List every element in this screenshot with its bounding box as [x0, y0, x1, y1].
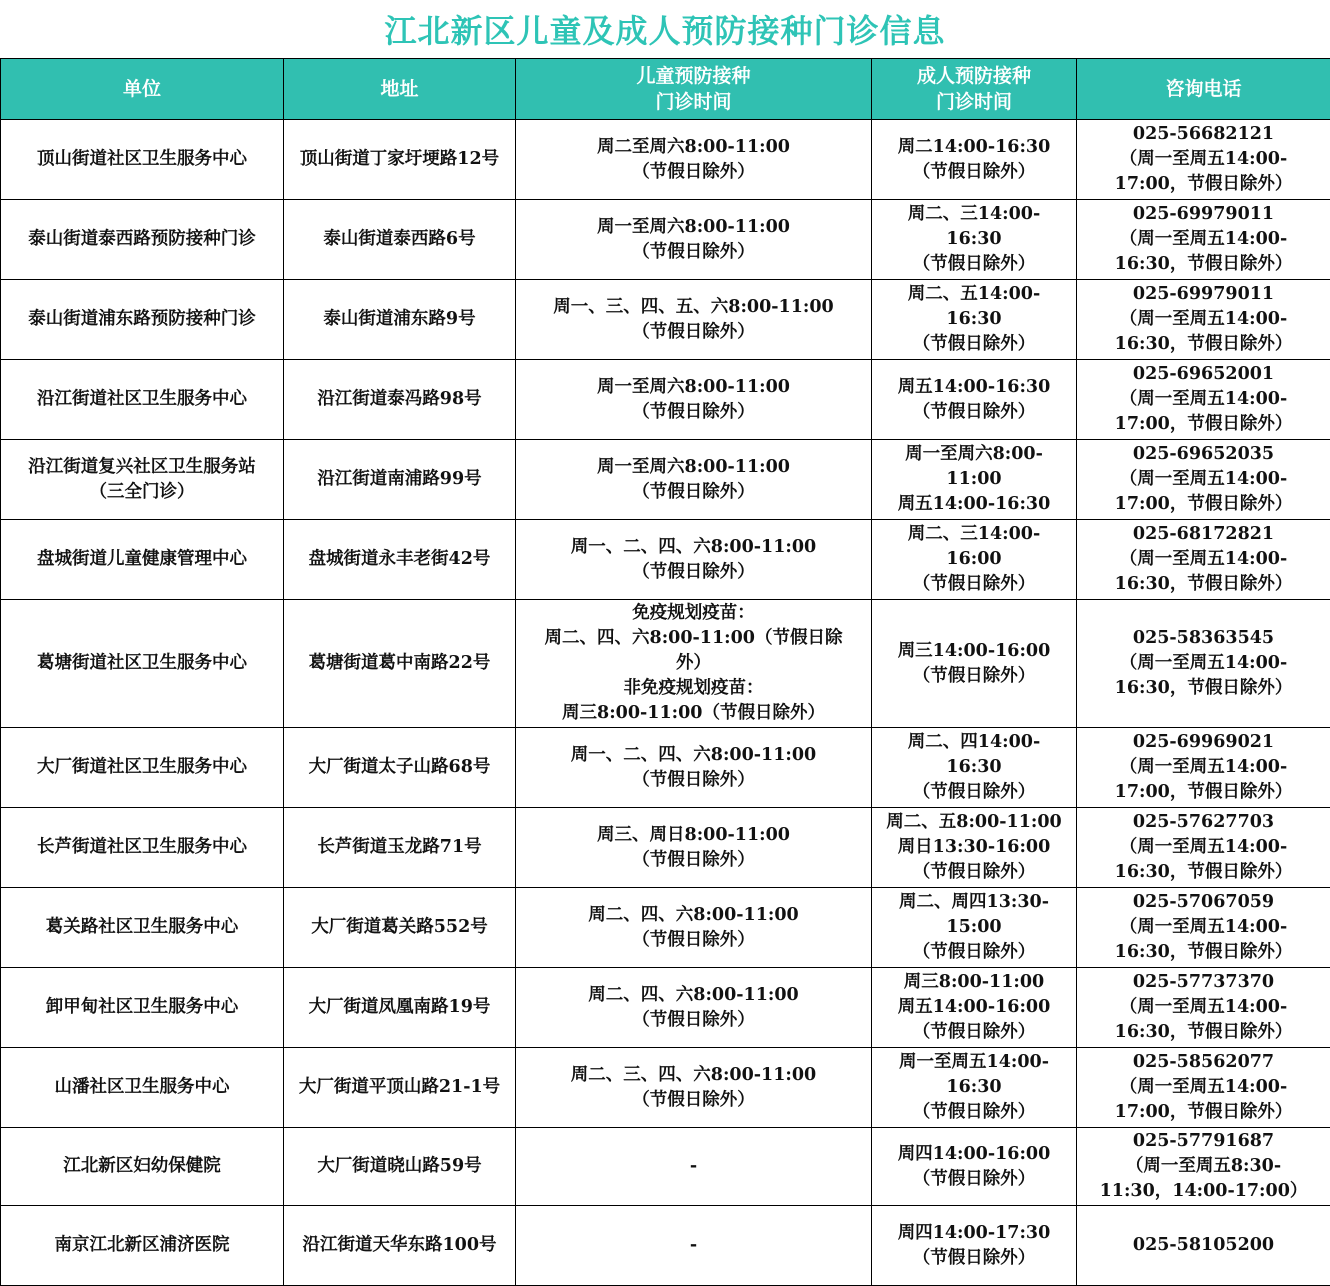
unit-text-line: 泰山街道浦东路预防接种门诊 [28, 309, 256, 329]
cell-address [284, 120, 516, 200]
table-row [1, 1206, 1330, 1286]
adult-text-line: 周二、三14:00- [907, 204, 1041, 224]
cell-unit [1, 728, 284, 808]
cell-child [516, 520, 872, 600]
cell-adult [872, 520, 1077, 600]
child-text-line: 周二、三、四、六8:00-11:00 [570, 1064, 817, 1085]
cell-phone [1077, 200, 1330, 280]
address-text-line: 沿江街道天华东路100号 [302, 1235, 497, 1255]
header-child-line-1: 儿童预防接种 [636, 65, 751, 87]
phone-text-line: 16:30，节假日除外） [1114, 942, 1293, 962]
phone-text-line: （周一至周五14:00- [1119, 653, 1288, 673]
phone-text-line: 16:30，节假日除外） [1114, 254, 1293, 274]
cell-adult [872, 280, 1077, 360]
cell-unit [1, 200, 284, 280]
cell-adult [872, 360, 1077, 440]
adult-text-line: 周三14:00-16:00 [897, 640, 1051, 661]
cell-child [516, 968, 872, 1048]
cell-adult [872, 808, 1077, 888]
phone-text-line: 16:30，节假日除外） [1114, 678, 1293, 698]
cell-phone [1077, 520, 1330, 600]
adult-text-line: （节假日除外） [912, 782, 1036, 802]
adult-text-line: 16:30 [946, 229, 1002, 249]
phone-text-line: 16:30，节假日除外） [1114, 1022, 1293, 1042]
phone-text-line: 025-58562077 [1132, 1052, 1275, 1072]
adult-text-line: （节假日除外） [912, 665, 1036, 686]
phone-text-line: 025-57627703 [1132, 812, 1275, 832]
cell-address [284, 520, 516, 600]
adult-text-line: 周五14:00-16:30 [897, 376, 1051, 397]
address-text-line: 顶山街道丁家圩埂路12号 [299, 149, 500, 169]
header-adult-line-1: 成人预防接种 [916, 65, 1031, 87]
cell-adult [872, 1128, 1077, 1206]
table-row [1, 440, 1330, 520]
child-text-line: 外） [676, 653, 711, 673]
cell-adult [872, 120, 1077, 200]
phone-text-line: 17:00，节假日除外） [1114, 1102, 1293, 1122]
cell-child [516, 280, 872, 360]
table-row [1, 888, 1330, 968]
cell-unit [1, 600, 284, 728]
child-text-line: （节假日除外） [632, 481, 755, 502]
unit-text-line: 卸甲甸社区卫生服务中心 [45, 997, 239, 1017]
cell-phone [1077, 440, 1330, 520]
cell-phone [1077, 600, 1330, 728]
cell-child [516, 728, 872, 808]
adult-text-line: 周日13:30-16:00 [897, 837, 1051, 857]
cell-phone [1077, 728, 1330, 808]
cell-child [516, 600, 872, 728]
cell-adult [872, 440, 1077, 520]
adult-text-line: （节假日除外） [912, 161, 1036, 182]
child-text-line: 免疫规划疫苗： [632, 603, 755, 623]
cell-unit [1, 1128, 284, 1206]
address-text-line: 长芦街道玉龙路71号 [317, 837, 482, 857]
address-text-line: 大厂街道平顶山路21-1号 [298, 1077, 501, 1097]
adult-text-line: （节假日除外） [912, 862, 1036, 882]
phone-text-line: （周一至周五14:00- [1119, 389, 1288, 409]
cell-address [284, 888, 516, 968]
cell-address [284, 728, 516, 808]
adult-text-line: （节假日除外） [912, 1247, 1036, 1268]
phone-text-line: （周一至周五14:00- [1119, 229, 1288, 249]
child-text-line: 周二、四、六8:00-11:00 [588, 984, 799, 1005]
table-row [1, 520, 1330, 600]
cell-phone [1077, 280, 1330, 360]
cell-child [516, 1128, 872, 1206]
header-unit-label: 单位 [122, 78, 161, 100]
cell-address [284, 440, 516, 520]
cell-address [284, 808, 516, 888]
child-text-line: 周二、四、六8:00-11:00 [588, 904, 799, 925]
child-text-line: 周一、二、四、六8:00-11:00 [570, 536, 817, 557]
unit-text-line: （三全门诊） [89, 481, 195, 502]
adult-text-line: 周五14:00-16:00 [897, 997, 1051, 1017]
unit-text-line: 沿江街道复兴社区卫生服务站 [28, 456, 256, 477]
table-row [1, 280, 1330, 360]
address-text-line: 大厂街道太子山路68号 [308, 757, 491, 777]
adult-text-line: 周四14:00-17:30 [897, 1222, 1051, 1243]
child-text-line: 周三8:00-11:00（节假日除外） [562, 703, 825, 723]
phone-text-line: （周一至周五14:00- [1119, 757, 1288, 777]
adult-text-line: 周一至周六8:00- [905, 444, 1043, 464]
cell-adult [872, 200, 1077, 280]
cell-unit [1, 280, 284, 360]
table-row [1, 360, 1330, 440]
cell-child [516, 1048, 872, 1128]
child-text-line: 周二至周六8:00-11:00 [597, 136, 790, 157]
cell-unit [1, 440, 284, 520]
header-child-line-2: 门诊时间 [655, 91, 732, 113]
child-text-line: 周一至周六8:00-11:00 [597, 216, 790, 237]
table-body [1, 120, 1330, 1286]
phone-text-line: 025-56682121 [1132, 124, 1275, 144]
adult-text-line: 周一至周五14:00- [899, 1052, 1049, 1072]
cell-adult [872, 728, 1077, 808]
phone-text-line: （周一至周五14:00- [1119, 837, 1288, 857]
child-text-line: （节假日除外） [632, 401, 755, 422]
cell-unit [1, 968, 284, 1048]
adult-text-line: 周二、周四13:30- [899, 892, 1049, 912]
unit-text-line: 葛塘街道社区卫生服务中心 [37, 653, 247, 673]
cell-address [284, 968, 516, 1048]
cell-address [284, 360, 516, 440]
adult-text-line: （节假日除外） [912, 1168, 1036, 1189]
phone-text-line: 025-69652001 [1132, 364, 1275, 384]
phone-text-line: 025-58105200 [1132, 1235, 1275, 1255]
unit-text-line: 江北新区妇幼保健院 [63, 1156, 221, 1176]
cell-unit [1, 520, 284, 600]
adult-text-line: 周五14:00-16:30 [897, 494, 1051, 514]
child-text-line: （节假日除外） [632, 241, 755, 262]
phone-text-line: 16:30，节假日除外） [1114, 334, 1293, 354]
header-adult-line-2: 门诊时间 [935, 91, 1012, 113]
cell-phone [1077, 1048, 1330, 1128]
cell-child [516, 120, 872, 200]
cell-child [516, 200, 872, 280]
cell-phone [1077, 120, 1330, 200]
table-row [1, 808, 1330, 888]
child-text-line: （节假日除外） [632, 849, 755, 870]
adult-text-line: 11:00 [946, 469, 1002, 489]
address-text-line: 大厂街道晓山路59号 [317, 1156, 482, 1176]
adult-text-line: 周二、四14:00- [907, 732, 1041, 752]
child-text-line: 周一、二、四、六8:00-11:00 [570, 744, 817, 765]
cell-child [516, 808, 872, 888]
adult-text-line: 周二14:00-16:30 [897, 136, 1051, 157]
child-text-line: （节假日除外） [632, 161, 755, 182]
cell-child [516, 440, 872, 520]
cell-address [284, 280, 516, 360]
adult-text-line: 16:30 [946, 757, 1002, 777]
cell-phone [1077, 968, 1330, 1048]
phone-text-line: 025-57791687 [1132, 1131, 1275, 1151]
phone-text-line: （周一至周五14:00- [1119, 917, 1288, 937]
phone-text-line: 17:00，节假日除外） [1114, 174, 1293, 194]
adult-text-line: （节假日除外） [912, 1022, 1036, 1042]
child-text-line: （节假日除外） [632, 929, 755, 950]
child-text-line: 周二、四、六8:00-11:00（节假日除 [544, 628, 843, 648]
cell-unit [1, 120, 284, 200]
cell-adult [872, 968, 1077, 1048]
adult-text-line: （节假日除外） [912, 942, 1036, 962]
unit-text-line: 南京江北新区浦济医院 [54, 1235, 230, 1255]
phone-text-line: （周一至周五14:00- [1119, 149, 1288, 169]
adult-text-line: （节假日除外） [912, 254, 1036, 274]
address-text-line: 大厂街道葛关路552号 [311, 917, 488, 937]
cell-address [284, 1206, 516, 1286]
cell-phone [1077, 1128, 1330, 1206]
header-address-label: 地址 [380, 78, 419, 100]
table-row [1, 1128, 1330, 1206]
cell-adult [872, 1048, 1077, 1128]
address-text-line: 泰山街道泰西路6号 [323, 229, 476, 249]
phone-text-line: 17:00，节假日除外） [1114, 782, 1293, 802]
child-text-line: - [689, 1235, 698, 1255]
phone-text-line: （周一至周五14:00- [1119, 549, 1288, 569]
cell-adult [872, 888, 1077, 968]
child-text-line: 周一至周六8:00-11:00 [597, 376, 790, 397]
cell-phone [1077, 808, 1330, 888]
phone-text-line: 025-69979011 [1132, 204, 1275, 224]
address-text-line: 沿江街道南浦路99号 [317, 469, 482, 489]
table-header-row [1, 59, 1330, 120]
cell-unit [1, 360, 284, 440]
cell-phone [1077, 888, 1330, 968]
phone-text-line: 025-68172821 [1132, 524, 1275, 544]
unit-text-line: 顶山街道社区卫生服务中心 [37, 149, 247, 169]
child-text-line: 周一至周六8:00-11:00 [597, 456, 790, 477]
child-text-line: （节假日除外） [632, 1009, 755, 1030]
unit-text-line: 葛关路社区卫生服务中心 [45, 917, 239, 937]
address-text-line: 沿江街道泰冯路98号 [317, 389, 482, 409]
cell-address [284, 1128, 516, 1206]
adult-text-line: （节假日除外） [912, 574, 1036, 594]
child-text-line: （节假日除外） [632, 769, 755, 790]
cell-unit [1, 808, 284, 888]
clinic-table [0, 58, 1330, 1286]
cell-adult [872, 600, 1077, 728]
table-row [1, 968, 1330, 1048]
unit-text-line: 长芦街道社区卫生服务中心 [37, 837, 247, 857]
child-text-line: （节假日除外） [632, 1089, 755, 1110]
phone-text-line: 025-69979011 [1132, 284, 1275, 304]
cell-adult [872, 1206, 1077, 1286]
cell-address [284, 200, 516, 280]
adult-text-line: 周三8:00-11:00 [903, 972, 1045, 992]
table-row [1, 120, 1330, 200]
child-text-line: 非免疫规划疫苗： [623, 678, 764, 698]
address-text-line: 大厂街道凤凰南路19号 [308, 997, 491, 1017]
phone-text-line: （周一至周五14:00- [1119, 1077, 1288, 1097]
cell-phone [1077, 1206, 1330, 1286]
phone-text-line: 17:00，节假日除外） [1114, 494, 1293, 514]
table-row [1, 200, 1330, 280]
phone-text-line: 16:30，节假日除外） [1114, 862, 1293, 882]
unit-text-line: 盘城街道儿童健康管理中心 [37, 549, 247, 569]
adult-text-line: 周二、三14:00- [907, 524, 1041, 544]
phone-text-line: （周一至周五14:00- [1119, 469, 1288, 489]
cell-unit [1, 1048, 284, 1128]
adult-text-line: 16:30 [946, 1077, 1002, 1097]
cell-phone [1077, 360, 1330, 440]
adult-text-line: 16:30 [946, 309, 1002, 329]
adult-text-line: （节假日除外） [912, 1102, 1036, 1122]
adult-text-line: 15:00 [946, 917, 1002, 937]
phone-text-line: 025-69652035 [1132, 444, 1275, 464]
phone-text-line: 17:00，节假日除外） [1114, 414, 1293, 434]
phone-text-line: 025-57737370 [1132, 972, 1275, 992]
cell-address [284, 600, 516, 728]
cell-unit [1, 888, 284, 968]
child-text-line: （节假日除外） [632, 321, 755, 342]
header-unit [1, 59, 284, 120]
unit-text-line: 山潘社区卫生服务中心 [54, 1077, 230, 1097]
adult-text-line: 周二、五8:00-11:00 [886, 812, 1062, 832]
address-text-line: 盘城街道永丰老街42号 [308, 549, 491, 569]
adult-text-line: （节假日除外） [912, 334, 1036, 354]
cell-address [284, 1048, 516, 1128]
header-child-time [516, 59, 872, 120]
phone-text-line: 025-58363545 [1132, 628, 1275, 648]
header-phone [1077, 59, 1330, 120]
phone-text-line: （周一至周五14:00- [1119, 309, 1288, 329]
phone-text-line: 025-57067059 [1132, 892, 1275, 912]
header-phone-label: 咨询电话 [1165, 78, 1242, 100]
unit-text-line: 泰山街道泰西路预防接种门诊 [28, 229, 256, 249]
child-text-line: 周三、周日8:00-11:00 [597, 824, 790, 845]
child-text-line: 周一、三、四、五、六8:00-11:00 [553, 296, 834, 317]
unit-text-line: 大厂街道社区卫生服务中心 [37, 757, 247, 777]
phone-text-line: 16:30，节假日除外） [1114, 574, 1293, 594]
unit-text-line: 沿江街道社区卫生服务中心 [37, 389, 247, 409]
adult-text-line: 周二、五14:00- [907, 284, 1041, 304]
cell-unit [1, 1206, 284, 1286]
child-text-line: - [689, 1156, 698, 1176]
header-address [284, 59, 516, 120]
address-text-line: 葛塘街道葛中南路22号 [308, 653, 491, 673]
adult-text-line: （节假日除外） [912, 401, 1036, 422]
phone-text-line: （周一至周五8:30- [1125, 1156, 1282, 1176]
phone-text-line: （周一至周五14:00- [1119, 997, 1288, 1017]
child-text-line: （节假日除外） [632, 561, 755, 582]
cell-child [516, 360, 872, 440]
adult-text-line: 周四14:00-16:00 [897, 1143, 1051, 1164]
table-row [1, 600, 1330, 728]
table-row [1, 728, 1330, 808]
cell-child [516, 888, 872, 968]
table-row [1, 1048, 1330, 1128]
adult-text-line: 16:00 [946, 549, 1002, 569]
phone-text-line: 11:30，14:00-17:00） [1099, 1181, 1308, 1201]
phone-text-line: 025-69969021 [1132, 732, 1275, 752]
page-title: 江北新区儿童及成人预防接种门诊信息 [384, 12, 946, 50]
header-adult-time [872, 59, 1077, 120]
address-text-line: 泰山街道浦东路9号 [323, 309, 476, 329]
cell-child [516, 1206, 872, 1286]
